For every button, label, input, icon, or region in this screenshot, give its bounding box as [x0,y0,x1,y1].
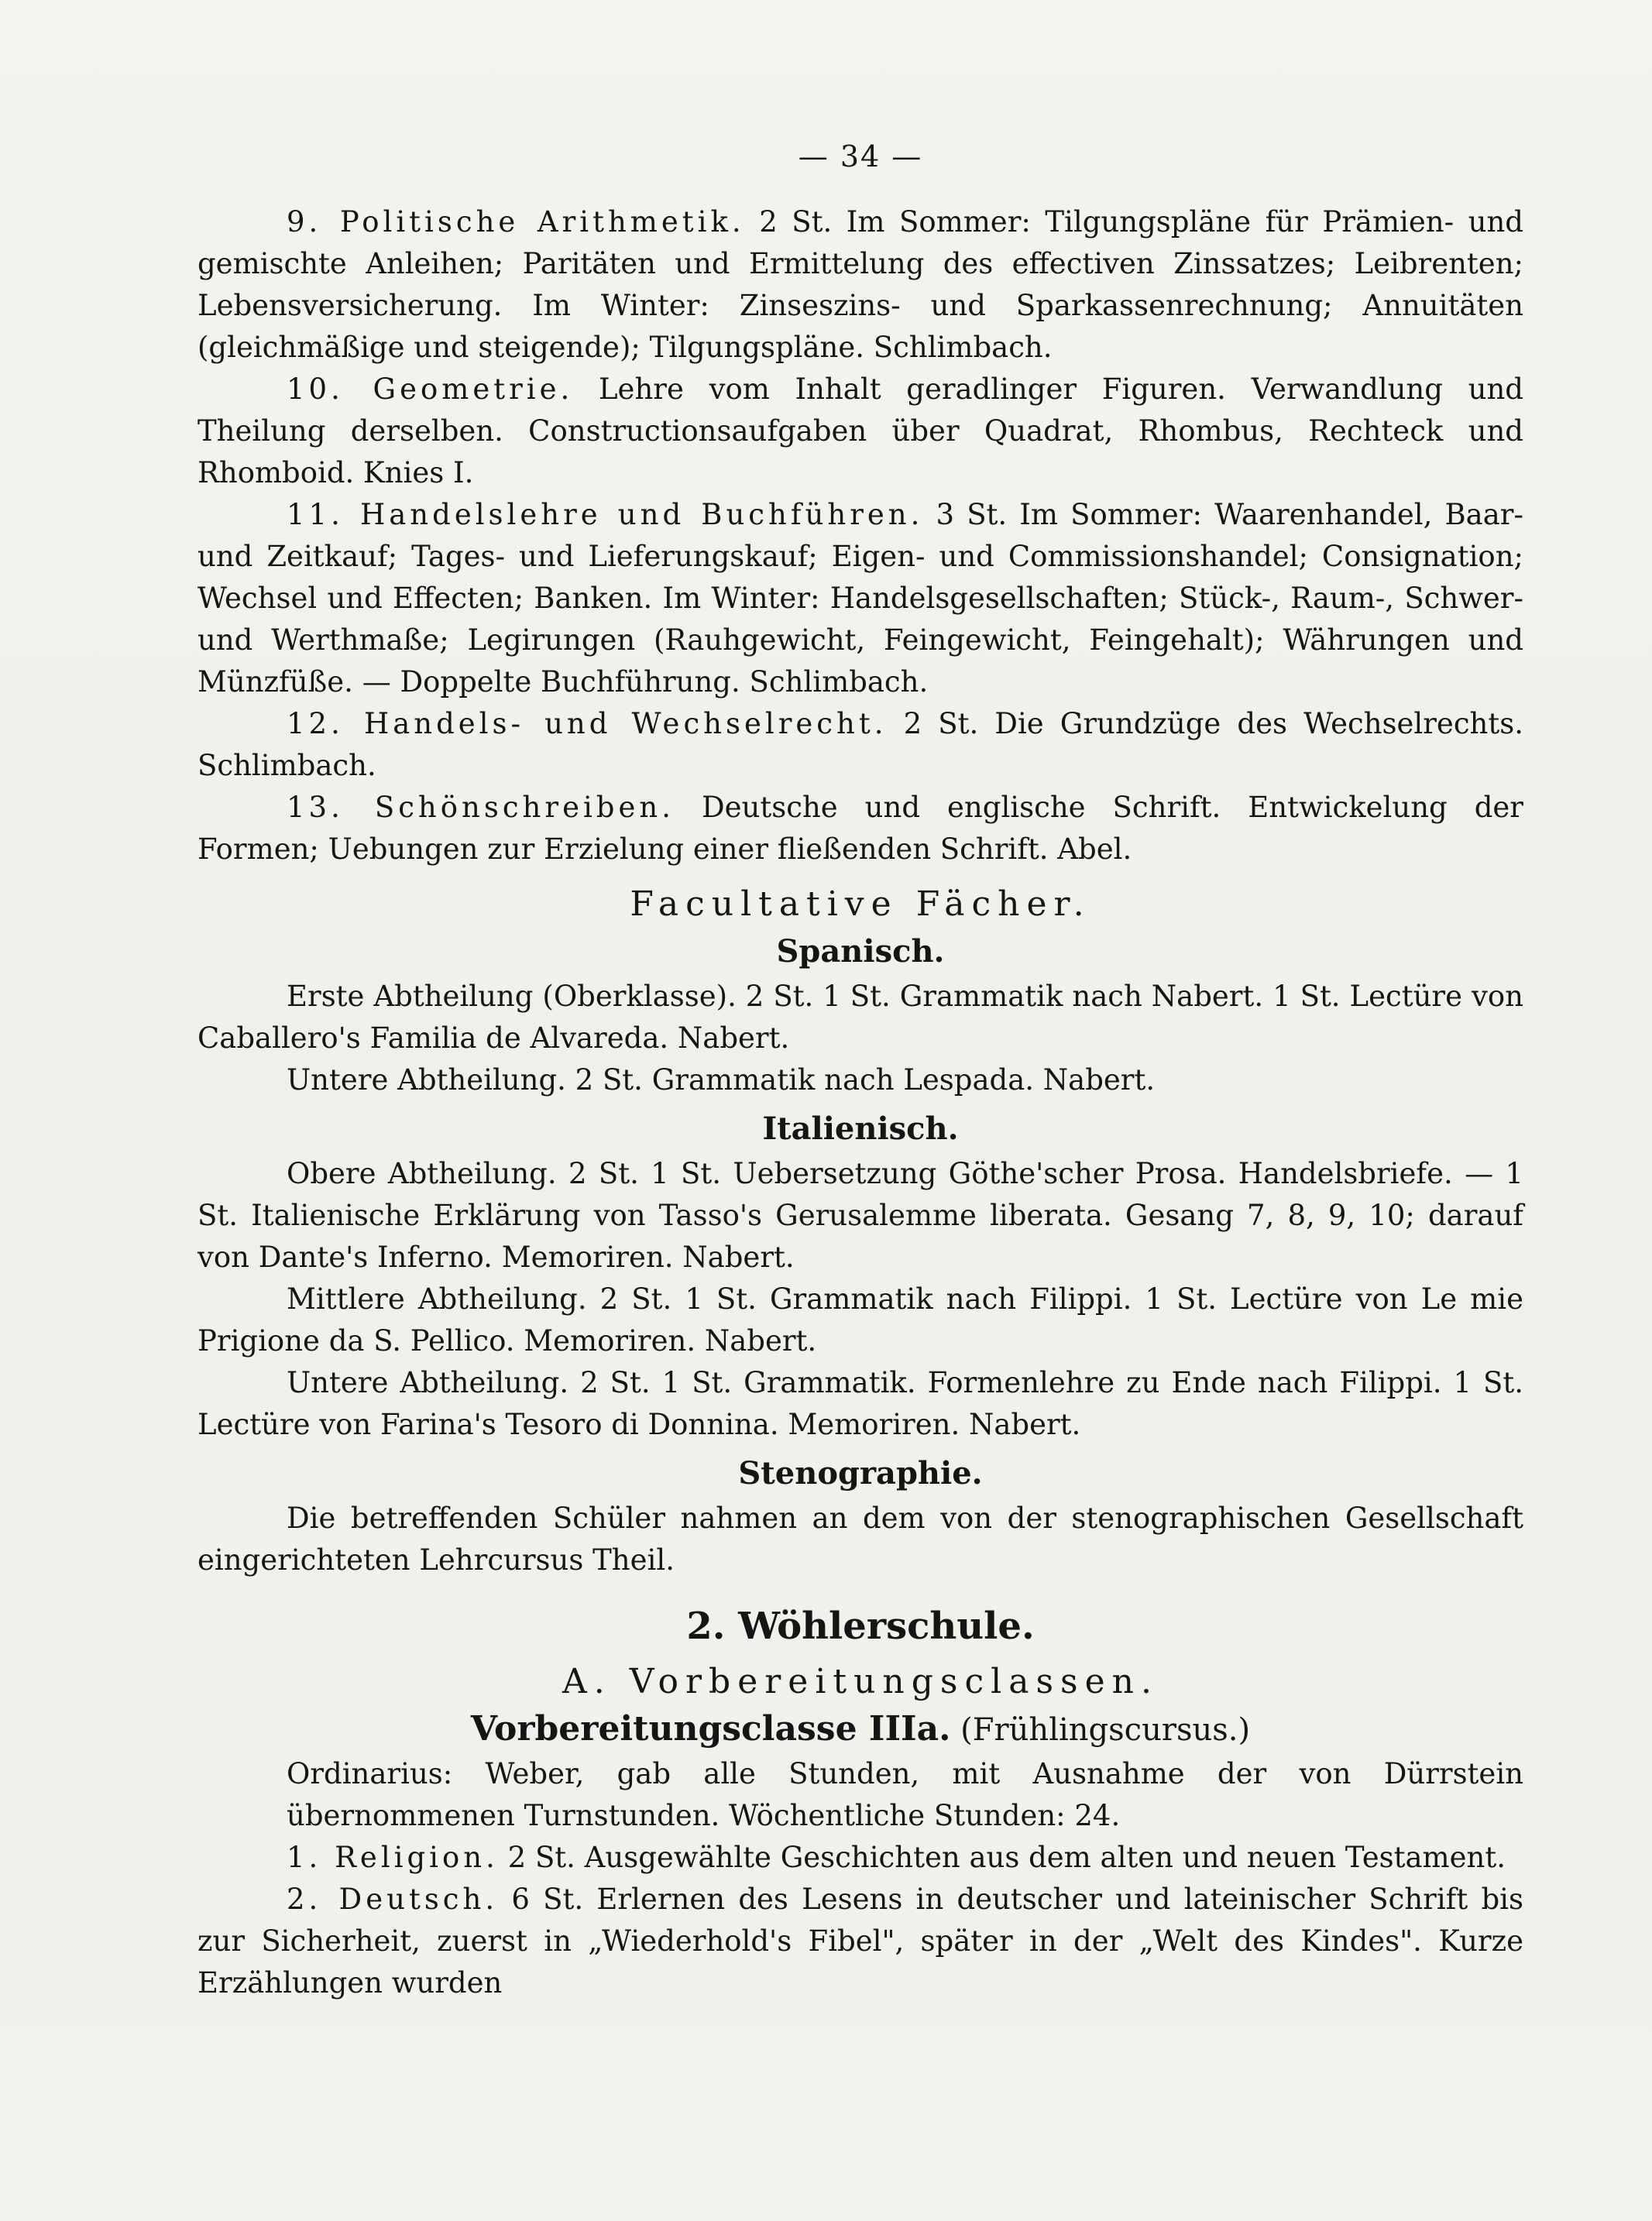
item-12-text: 2 St. Die Grundzüge des Wechselrechts. Schlimbach. [197,707,1523,782]
italian-title: Italienisch. [762,1110,959,1147]
item-13-head: 13. Schönschreiben. [287,791,675,824]
item-9-text: 2 St. Im Sommer: Tilgungspläne für Prämien- und gemischte Anleihen; Paritäten und Ermittelung des effectiven Zinssatzes; Leibrenten; Lebensversicherung. Im Winter: Zinseszins- und Sparkassenrechnung; Annuitäten (gleichmäßige und steigende); Tilgungspläne. Schlimbach. [197,205,1523,364]
item-10 [197,369,1523,494]
item-12-head: 12. Handels- und Wechselrecht. [287,707,888,740]
italian-paragraph-1: Obere Abtheilung. 2 St. 1 St. Uebersetzung Göthe'scher Prosa. Handelsbriefe. — 1 St. Italienische Erklärung von Tasso's Gerusalemme liberata. Gesang 7, 8, 9, 10; darauf von Dante's Inferno. Memoriren. Nabert. [197,1157,1523,1274]
item-11-head: 11. Handelslehre und Buchführen. [287,498,924,531]
school-title: 2. Wöhlerschule. [686,1605,1035,1648]
item-13 [197,787,1523,870]
subject-religion-text: 2 St. Ausgewählte Geschichten aus dem alten und neuen Testament. [498,1841,1506,1874]
spanish-paragraph-1: Erste Abtheilung (Oberklasse). 2 St. 1 St. Grammatik nach Nabert. 1 St. Lectüre von Caballero's Familia de Alvareda. Nabert. [197,980,1523,1055]
item-12 [197,703,1523,787]
class-title [197,1709,1523,1749]
item-10-text: Lehre vom Inhalt geradlinger Figuren. Verwandlung und Theilung derselben. Constructionsaufgaben über Quadrat, Rhombus, Rechteck und Rhomboid. Knies I. [197,372,1523,489]
item-11 [197,494,1523,703]
class-title-main: Vorbereitungsclasse IIIa. [470,1709,951,1749]
item-10-head: 10. Geometrie. [287,372,574,406]
item-9 [197,201,1523,369]
prep-classes-title: A. Vorbereitungsclassen. [562,1662,1159,1701]
steno-paragraph: Die betreffenden Schüler nahmen an dem von der stenographischen Gesellschaft eingerichteten Lehrcursus Theil. [197,1502,1523,1577]
subject-religion [197,1837,1523,1879]
class-title-note: (Frühlingscursus.) [950,1712,1251,1748]
subject-religion-head: 1. Religion. [287,1841,499,1874]
italian-paragraph-2: Mittlere Abtheilung. 2 St. 1 St. Grammatik nach Filippi. 1 St. Lectüre von Le mie Prigione da S. Pellico. Memoriren. Nabert. [197,1282,1523,1358]
steno-title: Stenographie. [738,1455,983,1492]
item-13-text: Deutsche und englische Schrift. Entwickelung der Formen; Uebungen zur Erzielung einer fließenden Schrift. Abel. [197,791,1523,866]
subject-deutsch [197,1879,1523,2004]
spanish-paragraph-2: Untere Abtheilung. 2 St. Grammatik nach Lespada. Nabert. [287,1063,1156,1097]
subject-deutsch-text: 6 St. Erlernen des Lesens in deutscher und lateinischer Schrift bis zur Sicherheit, zuerst in „Wiederhold's Fibel", später in der „Welt des Kindes". Kurze Erzählungen wurden [197,1883,1523,2000]
page-number: — 34 — [798,139,923,173]
page-content [197,139,1523,2004]
italian-paragraph-3: Untere Abtheilung. 2 St. 1 St. Grammatik. Formenlehre zu Ende nach Filippi. 1 St. Lectüre von Farina's Tesoro di Donnina. Memoriren. Nabert. [197,1366,1523,1441]
spanish-title: Spanisch. [776,933,945,970]
subject-deutsch-head: 2. Deutsch. [287,1883,499,1916]
facultative-title: Facultative Fächer. [630,884,1091,924]
item-11-text: 3 St. Im Sommer: Waarenhandel, Baar- und Zeitkauf; Tages- und Lieferungskauf; Eigen- und Commissionshandel; Consignation; Wechsel und Effecten; Banken. Im Winter: Handelsgesellschaften; Stück-, Raum-, Schwer- und Werthmaße; Legirungen (Rauhgewicht, Feingewicht, Feingehalt); Währungen und Münzfüße. — Doppelte Buchführung. Schlimbach. [197,498,1523,699]
ordinarius-paragraph: Ordinarius: Weber, gab alle Stunden, mit Ausnahme der von Dürrstein übernommenen Turnstunden. Wöchentliche Stunden: 24. [287,1757,1523,1832]
item-9-head: 9. Politische Arithmetik. [287,205,745,239]
